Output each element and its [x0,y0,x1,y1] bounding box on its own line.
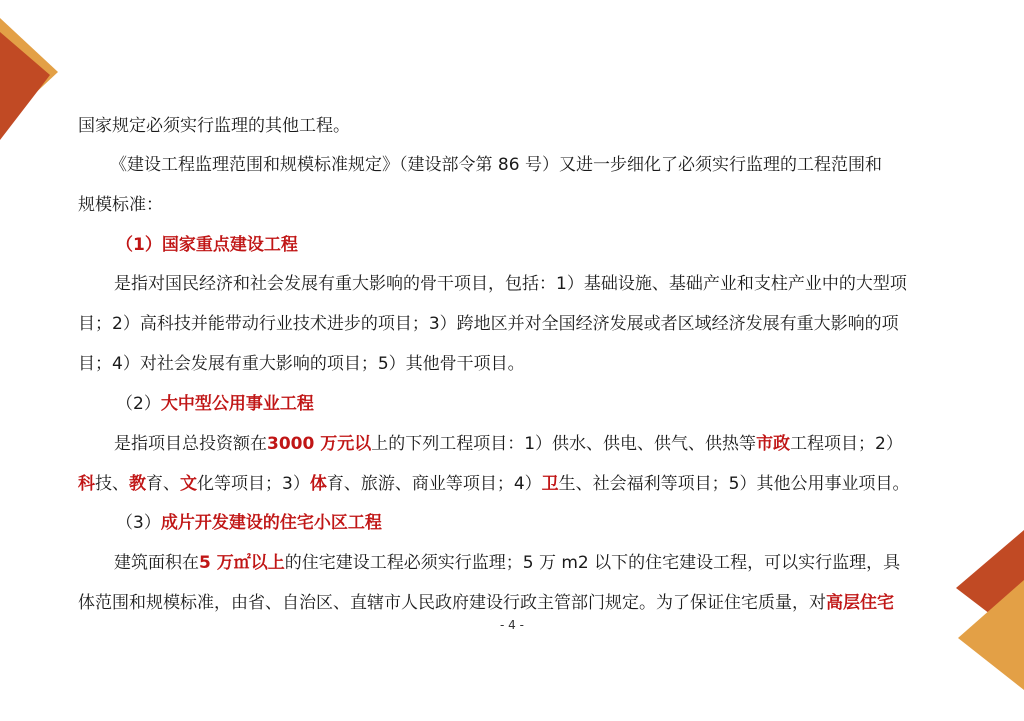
section-heading-3: （3）成片开发建设的住宅小区工程 [116,513,382,533]
section-heading-1: （1）国家重点建设工程 [116,235,298,255]
page-number: - 4 - [500,618,524,632]
paragraph-line: 是指项目总投资额在3000 万元以上的下列工程项目：1）供水、供电、供气、供热等市政工程项目；2） [114,434,903,454]
section-heading-2: （2）大中型公用事业工程 [116,394,314,414]
paragraph-line: 目；2）高科技并能带动行业技术进步的项目；3）跨地区并对全国经济发展或者区域经济发展有重大影响的项 [78,314,899,334]
paragraph-line: 体范围和规模标准，由省、自治区、直辖市人民政府建设行政主管部门规定。为了保证住宅质量，对高层住宅 [78,593,894,613]
paragraph-line: 规模标准： [78,195,163,215]
paragraph-line: 国家规定必须实行监理的其他工程。 [78,116,350,136]
corner-decoration-bottom-right [944,530,1024,690]
paragraph-line: 目；4）对社会发展有重大影响的项目；5）其他骨干项目。 [78,354,525,374]
paragraph-line: 是指对国民经济和社会发展有重大影响的骨干项目，包括：1）基础设施、基础产业和支柱产业中的大型项 [114,274,907,294]
paragraph-line: 《建设工程监理范围和规模标准规定》（建设部令第 86 号）又进一步细化了必须实行监理的工程范围和 [110,155,882,175]
paragraph-line: 科技、教育、文化等项目；3）体育、旅游、商业等项目；4）卫生、社会福利等项目；5）其他公用事业项目。 [78,474,910,494]
paragraph-line: 建筑面积在5 万㎡以上的住宅建设工程必须实行监理；5 万 m2 以下的住宅建设工程，可以实行监理，具 [114,553,901,573]
corner-decoration-top-left [0,0,70,150]
